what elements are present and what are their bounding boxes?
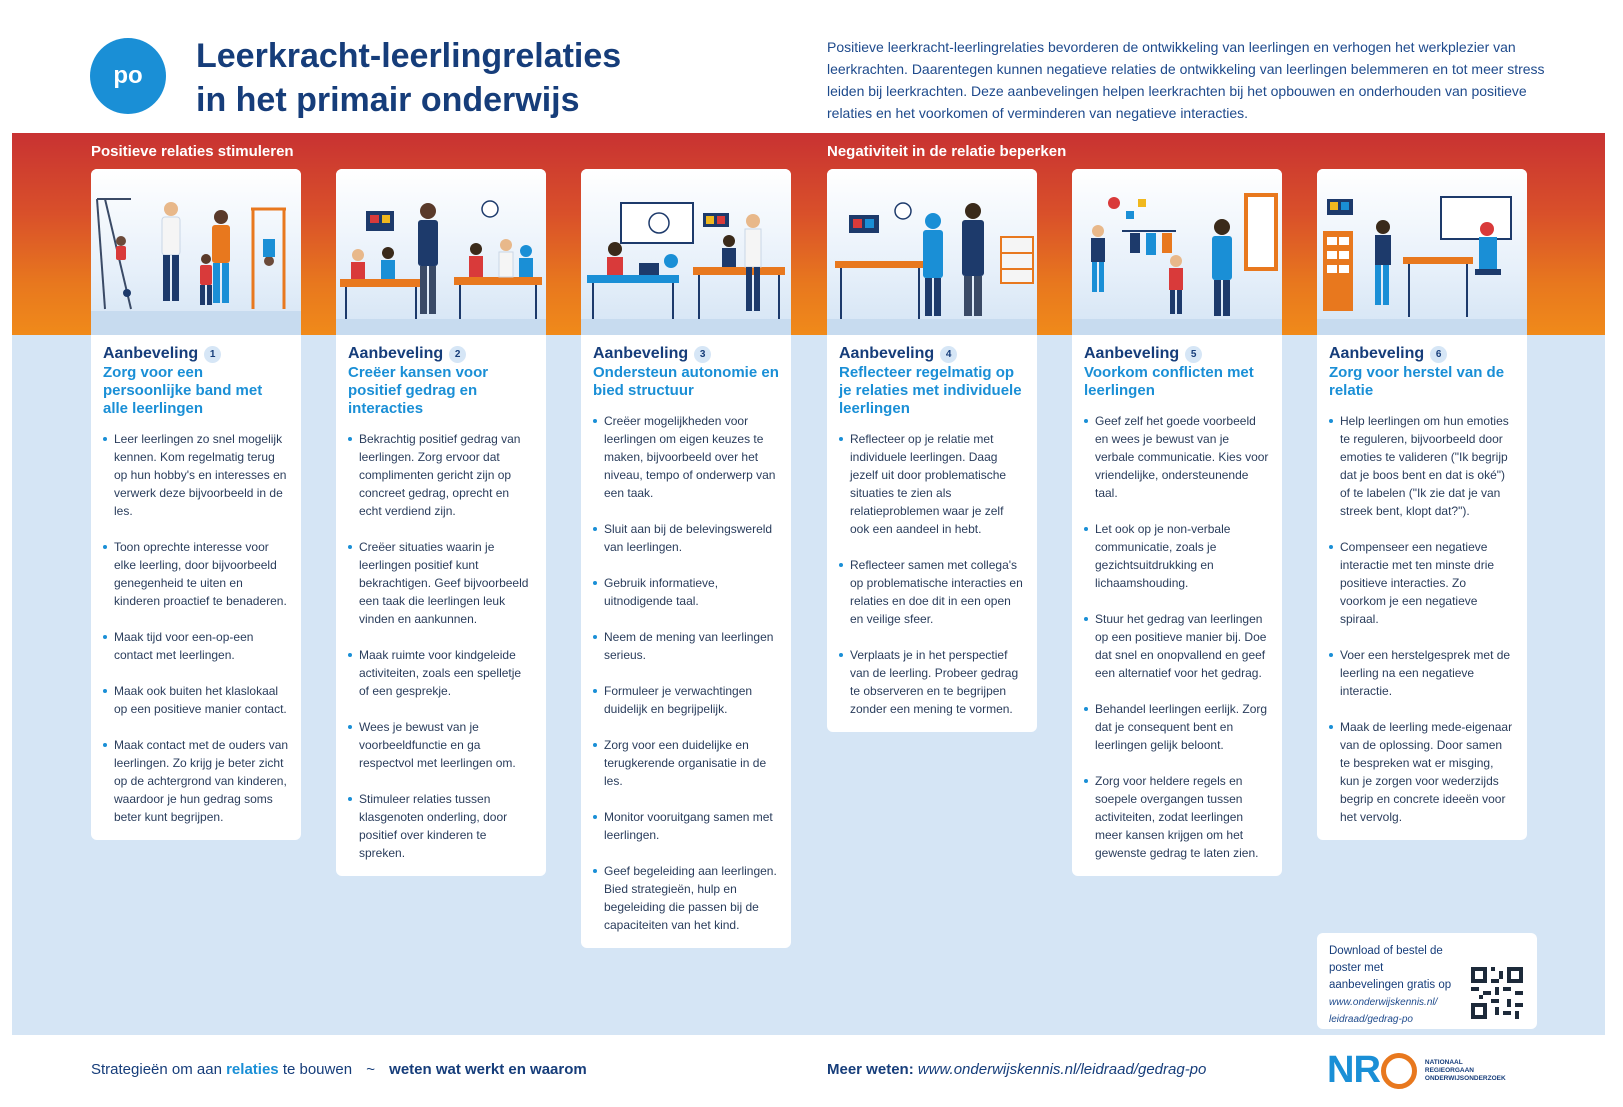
recommendation-number: 3 [694, 346, 711, 363]
recommendation-heading [348, 345, 534, 363]
point-item: Sluit aan bij de belevingswereld van leerlingen. [593, 520, 779, 556]
recommendation-points [103, 430, 289, 826]
nro-line2: REGIEORGAAN [1424, 1066, 1475, 1074]
recommendation-heading [839, 345, 1025, 363]
qr-code-icon[interactable] [1471, 967, 1523, 1019]
point-item: Reflecteer op je relatie met individuele leerlingen. Daag jezelf uit door problematische situaties te zien als relatieproblemen waar je zelf ook een aandeel in hebt. [839, 430, 1025, 538]
page-footer [0, 1035, 1623, 1107]
page-title [196, 34, 656, 122]
colleagues-reflection-illustration [827, 169, 1037, 335]
point-item: Zorg voor heldere regels en soepele overgangen tussen activiteiten, zodat leerlingen meer kansen krijgen om het gewenste gedrag te laten zien. [1084, 772, 1270, 862]
point-item: Maak ook buiten het klaslokaal op een positieve manier contact. [103, 682, 289, 718]
point-item: Voer een herstelgesprek met de leerling na een negatieve interactie. [1329, 646, 1515, 700]
page-header [0, 0, 1623, 133]
recommendation-label: Aanbeveling [593, 345, 689, 362]
point-item: Stuur het gedrag van leerlingen op een positieve manier bij. Doe dat snel en onopvallend en geef een alternatief voor het gedrag. [1084, 610, 1270, 682]
classroom-autonomy-illustration [581, 169, 791, 335]
more-info-link[interactable]: www.onderwijskennis.nl/leidraad/gedrag-po [917, 1061, 1207, 1078]
playground-illustration [91, 169, 301, 335]
recommendation-number: 6 [1430, 346, 1447, 363]
download-url-line2[interactable]: leidraad/gedrag-po [1329, 1014, 1413, 1025]
nro-logo-letters: NR [1327, 1049, 1380, 1091]
more-info-label: Meer weten: [827, 1061, 914, 1078]
recommendation-label: Aanbeveling [1084, 345, 1180, 362]
recommendation-title: Zorg voor een persoonlijke band met alle leerlingen [103, 364, 263, 417]
recommendation-points [593, 412, 779, 934]
recommendation-title: Voorkom conflicten met leerlingen [1084, 364, 1254, 399]
recommendation-title: Ondersteun autonomie en bied structuur [593, 364, 779, 399]
recommendation-card-5 [1072, 169, 1282, 876]
point-item: Maak tijd voor een-op-een contact met leerlingen. [103, 628, 289, 664]
recommendation-label: Aanbeveling [839, 345, 935, 362]
point-item: Creëer mogelijkheden voor leerlingen om eigen keuzes te maken, bijvoorbeeld over het niveau, tempo of onderwerp van een taak. [593, 412, 779, 502]
recommendation-heading [1329, 345, 1515, 363]
nro-line3: ONDERWIJSONDERZOEK [1424, 1074, 1506, 1082]
one-on-one-illustration [1317, 169, 1527, 335]
tagline-suffix: te bouwen [282, 1061, 353, 1078]
point-item: Monitor vooruitgang samen met leerlingen. [593, 808, 779, 844]
tagline-strong: weten wat werkt en waarom [389, 1061, 587, 1078]
recommendation-number: 1 [204, 346, 221, 363]
footer-tagline [91, 1061, 587, 1078]
intro-text: Positieve leerkracht-leerlingrelaties bevorderen de ontwikkeling van leerlingen en verhogen het werkplezier van leerkrachten. Daarentegen kunnen negatieve relaties de ontwikkeling van leerlingen belemmeren en tot meer stress leiden bij leerkrachten. Deze aanbevelingen helpen leerkrachten bij het opbouwen en onderhouden van positieve relaties en het voorkomen of verminderen van negatieve interacties. [827, 39, 1545, 121]
point-item: Let ook op je non-verbale communicatie, zoals je gezichtsuitdrukking en lichaamshouding. [1084, 520, 1270, 592]
page-title-line1: Leerkracht-leerlingrelaties [196, 37, 622, 75]
nro-ring-icon [1381, 1053, 1417, 1089]
recommendation-points [1329, 412, 1515, 826]
page-title-line2: in het primair onderwijs [196, 81, 580, 119]
point-item: Creëer situaties waarin je leerlingen positief kunt bekrachtigen. Geef bijvoorbeeld een taak die leerlingen leuk vinden en aankunnen. [348, 538, 534, 628]
download-text: Download of bestel de poster met aanbevelingen gratis op [1329, 945, 1452, 991]
nro-logo [1327, 1049, 1515, 1092]
po-logo: po [90, 38, 166, 114]
point-item: Help leerlingen om hun emoties te reguleren, bijvoorbeeld door emoties te valideren ("Ik begrijp dat je boos bent en dat is oké") of te labelen ("Ik zie dat je van streek bent, klopt dat?"). [1329, 412, 1515, 520]
recommendation-number: 4 [940, 346, 957, 363]
point-item: Toon oprechte interesse voor elke leerling, door bijvoorbeeld genegenheid te uiten en kinderen proactief te benaderen. [103, 538, 289, 610]
more-info [827, 1061, 1206, 1078]
point-item: Behandel leerlingen eerlijk. Zorg dat je consequent bent en leerlingen gelijk beloont. [1084, 700, 1270, 754]
download-url-line1[interactable]: www.onderwijskennis.nl/ [1329, 997, 1438, 1008]
point-item: Leer leerlingen zo snel mogelijk kennen. Kom regelmatig terug op hun hobby's en interesses en verwerk deze bijvoorbeeld in de les. [103, 430, 289, 520]
recommendation-label: Aanbeveling [103, 345, 199, 362]
recommendation-card-2 [336, 169, 546, 876]
recommendation-card-6 [1317, 169, 1527, 840]
tagline-accent: relaties [226, 1061, 279, 1078]
recommendation-number: 5 [1185, 346, 1202, 363]
coat-rack-illustration [1072, 169, 1282, 335]
nro-logo-text [1425, 1059, 1515, 1083]
point-item: Zorg voor een duidelijke en terugkerende organisatie in de les. [593, 736, 779, 790]
recommendation-card-4 [827, 169, 1037, 732]
point-item: Reflecteer samen met collega's op problematische interacties en relaties en doe dit in een open en veilige sfeer. [839, 556, 1025, 628]
recommendation-points [839, 430, 1025, 718]
download-box [1317, 933, 1537, 1029]
recommendation-points [348, 430, 534, 862]
recommendation-heading [593, 345, 779, 363]
recommendation-heading [1084, 345, 1270, 363]
recommendation-title: Zorg voor herstel van de relatie [1329, 364, 1505, 399]
point-item: Maak ruimte voor kindgeleide activiteiten, zoals een spelletje of een gesprekje. [348, 646, 534, 700]
recommendation-card-1 [91, 169, 301, 840]
recommendation-title: Reflecteer regelmatig op je relaties met individuele leerlingen [839, 364, 1022, 417]
point-item: Geef begeleiding aan leerlingen. Bied strategieën, hulp en begeleiding die passen bij de capaciteiten van het kind. [593, 862, 779, 934]
recommendation-label: Aanbeveling [1329, 345, 1425, 362]
recommendation-points [1084, 412, 1270, 862]
recommendation-card-3 [581, 169, 791, 948]
section-positive-label: Positieve relaties stimuleren [91, 143, 294, 160]
tagline-separator: ~ [366, 1061, 375, 1078]
point-item: Bekrachtig positief gedrag van leerlingen. Zorg ervoor dat complimenten gericht zijn op concreet gedrag, oprecht en echt verdiend zijn. [348, 430, 534, 520]
point-item: Verplaats je in het perspectief van de leerling. Probeer gedrag te observeren en te begrijpen zonder een mening te vormen. [839, 646, 1025, 718]
recommendation-title: Creëer kansen voor positief gedrag en interacties [348, 364, 489, 417]
tagline-prefix: Strategieën om aan [91, 1061, 222, 1078]
point-item: Gebruik informatieve, uitnodigende taal. [593, 574, 779, 610]
point-item: Maak de leerling mede-eigenaar van de oplossing. Door samen te bespreken wat er misging, kun je zorgen voor wederzijds begrip en concrete ideeën voor het vervolg. [1329, 718, 1515, 826]
point-item: Stimuleer relaties tussen klasgenoten onderling, door positief over kinderen te spreken. [348, 790, 534, 862]
point-item: Neem de mening van leerlingen serieus. [593, 628, 779, 664]
recommendation-heading [103, 345, 289, 363]
recommendation-number: 2 [449, 346, 466, 363]
point-item: Wees je bewust van je voorbeeldfunctie en ga respectvol met leerlingen om. [348, 718, 534, 772]
point-item: Formuleer je verwachtingen duidelijk en begrijpelijk. [593, 682, 779, 718]
point-item: Compenseer een negatieve interactie met ten minste drie positieve interacties. Zo voorkom je een negatieve spiraal. [1329, 538, 1515, 628]
recommendation-label: Aanbeveling [348, 345, 444, 362]
nro-line1: NATIONAAL [1424, 1058, 1463, 1066]
point-item: Geef zelf het goede voorbeeld en wees je bewust van je verbale communicatie. Kies voor vriendelijke, ondersteunende taal. [1084, 412, 1270, 502]
recommendations-band [12, 133, 1605, 1035]
classroom-group-illustration [336, 169, 546, 335]
point-item: Maak contact met de ouders van leerlingen. Zo krijg je beter zicht op de achtergrond van kinderen, waardoor je hun gedrag soms beter kunt begrijpen. [103, 736, 289, 826]
section-negative-label: Negativiteit in de relatie beperken [827, 143, 1067, 160]
